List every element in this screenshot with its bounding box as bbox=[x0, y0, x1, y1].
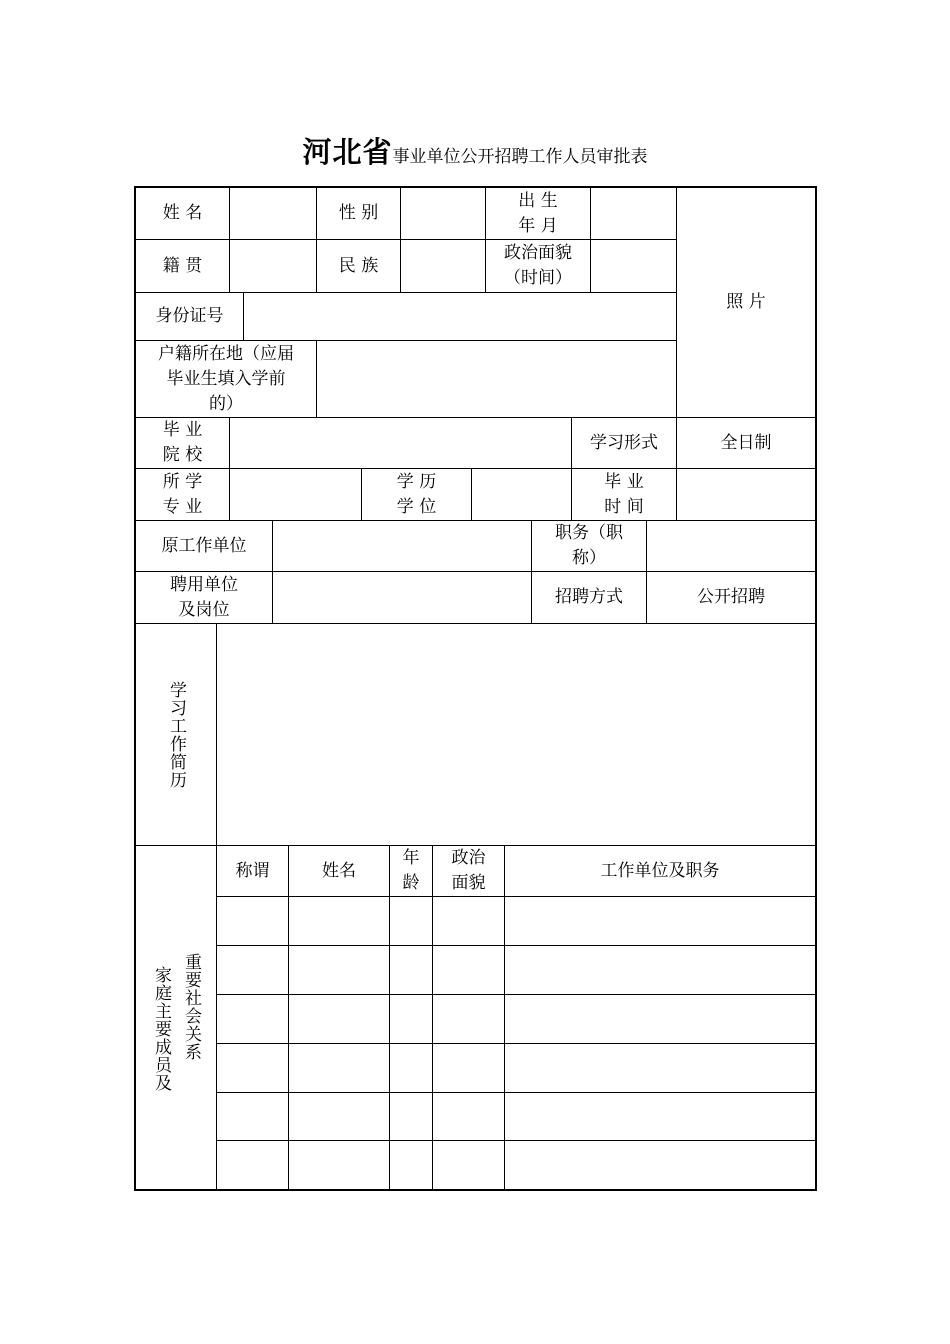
input-gender[interactable] bbox=[401, 188, 486, 240]
family-cell-work[interactable] bbox=[505, 897, 815, 946]
input-hukou[interactable] bbox=[317, 341, 677, 418]
input-name[interactable] bbox=[230, 188, 317, 240]
input-ethnicity[interactable] bbox=[401, 240, 486, 293]
input-position[interactable] bbox=[647, 521, 815, 572]
family-cell-relation[interactable] bbox=[217, 1044, 289, 1093]
family-cell-work[interactable] bbox=[505, 1141, 815, 1189]
family-cell-relation[interactable] bbox=[217, 995, 289, 1044]
family-cell-political[interactable] bbox=[433, 1044, 505, 1093]
input-resume[interactable] bbox=[217, 624, 815, 846]
label-native-place: 籍 贯 bbox=[136, 240, 230, 293]
input-grad-time[interactable] bbox=[677, 469, 815, 521]
approval-form-table bbox=[134, 186, 817, 1191]
label-resume: 学习工作简历 bbox=[136, 624, 217, 846]
family-cell-name[interactable] bbox=[289, 995, 390, 1044]
form-title bbox=[0, 130, 950, 171]
family-cell-age[interactable] bbox=[390, 1093, 433, 1141]
label-birth: 出 生 年 月 bbox=[486, 188, 591, 240]
family-cell-relation[interactable] bbox=[217, 897, 289, 946]
label-grad-time: 毕 业 时 间 bbox=[572, 469, 677, 521]
family-cell-work[interactable] bbox=[505, 1044, 815, 1093]
family-cell-age[interactable] bbox=[390, 897, 433, 946]
family-header-age: 年 龄 bbox=[390, 846, 433, 897]
title-province: 河北省 bbox=[302, 135, 393, 169]
family-cell-political[interactable] bbox=[433, 946, 505, 995]
label-study-form: 学习形式 bbox=[572, 418, 677, 469]
family-row bbox=[217, 1093, 815, 1141]
label-major: 所 学 专 业 bbox=[136, 469, 230, 521]
family-cell-age[interactable] bbox=[390, 1141, 433, 1189]
family-row bbox=[217, 1141, 815, 1189]
family-cell-age[interactable] bbox=[390, 1044, 433, 1093]
label-ethnicity: 民 族 bbox=[317, 240, 401, 293]
label-family-col1: 家庭主要成员及 bbox=[151, 965, 171, 1092]
label-hukou: 户籍所在地（应届 毕业生填入学前 的） bbox=[136, 341, 317, 418]
label-degree: 学 历 学 位 bbox=[362, 469, 472, 521]
input-degree[interactable] bbox=[472, 469, 572, 521]
family-cell-name[interactable] bbox=[289, 1093, 390, 1141]
family-cell-political[interactable] bbox=[433, 1093, 505, 1141]
photo-box[interactable]: 照 片 bbox=[677, 188, 815, 418]
family-cell-name[interactable] bbox=[289, 1044, 390, 1093]
family-cell-name[interactable] bbox=[289, 946, 390, 995]
label-school: 毕 业 院 校 bbox=[136, 418, 230, 469]
title-rest: 事业单位公开招聘工作人员审批表 bbox=[392, 147, 648, 167]
label-political: 政治面貌 （时间） bbox=[486, 240, 591, 293]
family-cell-name[interactable] bbox=[289, 1141, 390, 1189]
label-hire-method: 招聘方式 bbox=[532, 572, 647, 624]
input-birth[interactable] bbox=[591, 188, 677, 240]
label-position: 职务（职 称） bbox=[532, 521, 647, 572]
family-cell-political[interactable] bbox=[433, 1141, 505, 1189]
label-gender: 性 别 bbox=[317, 188, 401, 240]
label-name: 姓 名 bbox=[136, 188, 230, 240]
family-row bbox=[217, 946, 815, 995]
input-native-place[interactable] bbox=[230, 240, 317, 293]
label-id-number: 身份证号 bbox=[136, 293, 244, 341]
input-school[interactable] bbox=[230, 418, 572, 469]
family-cell-name[interactable] bbox=[289, 897, 390, 946]
family-cell-work[interactable] bbox=[505, 1093, 815, 1141]
input-major[interactable] bbox=[230, 469, 362, 521]
family-row bbox=[217, 1044, 815, 1093]
family-cell-work[interactable] bbox=[505, 995, 815, 1044]
label-former-unit: 原工作单位 bbox=[136, 521, 273, 572]
label-family bbox=[136, 846, 217, 1189]
value-study-form: 全日制 bbox=[677, 418, 815, 469]
family-header-political: 政治 面貌 bbox=[433, 846, 505, 897]
family-cell-age[interactable] bbox=[390, 946, 433, 995]
family-cell-relation[interactable] bbox=[217, 1093, 289, 1141]
family-header-relation: 称谓 bbox=[217, 846, 289, 897]
family-cell-age[interactable] bbox=[390, 995, 433, 1044]
family-cell-political[interactable] bbox=[433, 897, 505, 946]
family-row bbox=[217, 897, 815, 946]
value-hire-method: 公开招聘 bbox=[647, 572, 815, 624]
input-political[interactable] bbox=[591, 240, 677, 293]
family-header-work: 工作单位及职务 bbox=[505, 846, 815, 897]
label-hire-unit: 聘用单位 及岗位 bbox=[136, 572, 273, 624]
input-hire-unit[interactable] bbox=[273, 572, 532, 624]
input-id-number[interactable] bbox=[244, 293, 677, 341]
label-family-col2: 重要社会关系 bbox=[181, 952, 201, 1061]
input-former-unit[interactable] bbox=[273, 521, 532, 572]
family-header-name: 姓名 bbox=[289, 846, 390, 897]
family-row bbox=[217, 995, 815, 1044]
family-cell-work[interactable] bbox=[505, 946, 815, 995]
family-cell-political[interactable] bbox=[433, 995, 505, 1044]
family-cell-relation[interactable] bbox=[217, 946, 289, 995]
family-cell-relation[interactable] bbox=[217, 1141, 289, 1189]
